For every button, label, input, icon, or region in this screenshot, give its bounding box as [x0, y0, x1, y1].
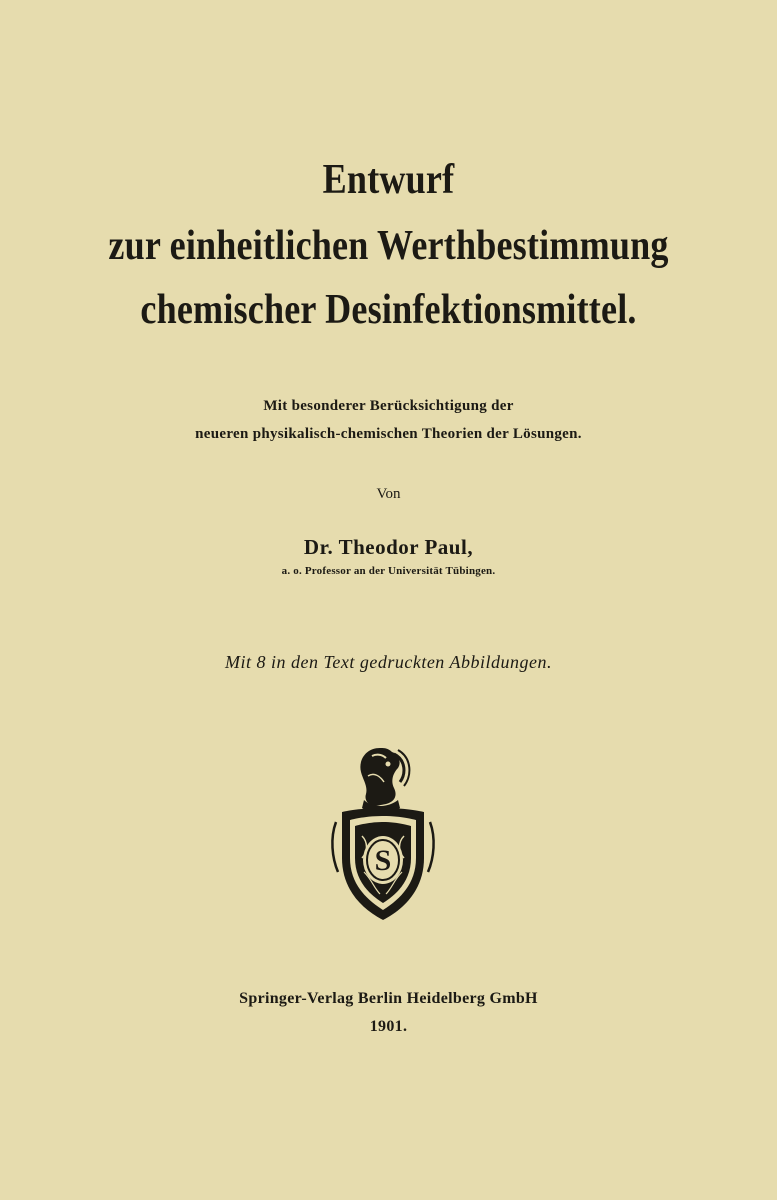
subtitle-line-1: Mit besonderer Berücksichtigung der [263, 398, 514, 414]
publication-year: 1901. [369, 1018, 408, 1035]
title-line-1: Entwurf [322, 157, 455, 203]
author-name: Dr. Theodor Paul, [303, 535, 474, 559]
illustrations-note: Mit 8 in den Text gedruckten Abbildungen. [225, 652, 552, 672]
author-affiliation: a. o. Professor an der Universität Tübingen. [281, 565, 496, 577]
publisher-name: Springer-Verlag Berlin Heidelberg GmbH [239, 990, 538, 1007]
title-line-2: zur einheitlichen Werthbestimmung [108, 223, 669, 269]
subtitle-line-2: neueren physikalisch-chemischen Theorien der Lösungen. [195, 426, 582, 442]
emblem-letter: S [374, 844, 392, 877]
title-line-3: chemischer Desinfektionsmittel. [140, 287, 637, 333]
byline-von: Von [376, 486, 401, 502]
springer-horse-emblem-icon [328, 742, 438, 930]
